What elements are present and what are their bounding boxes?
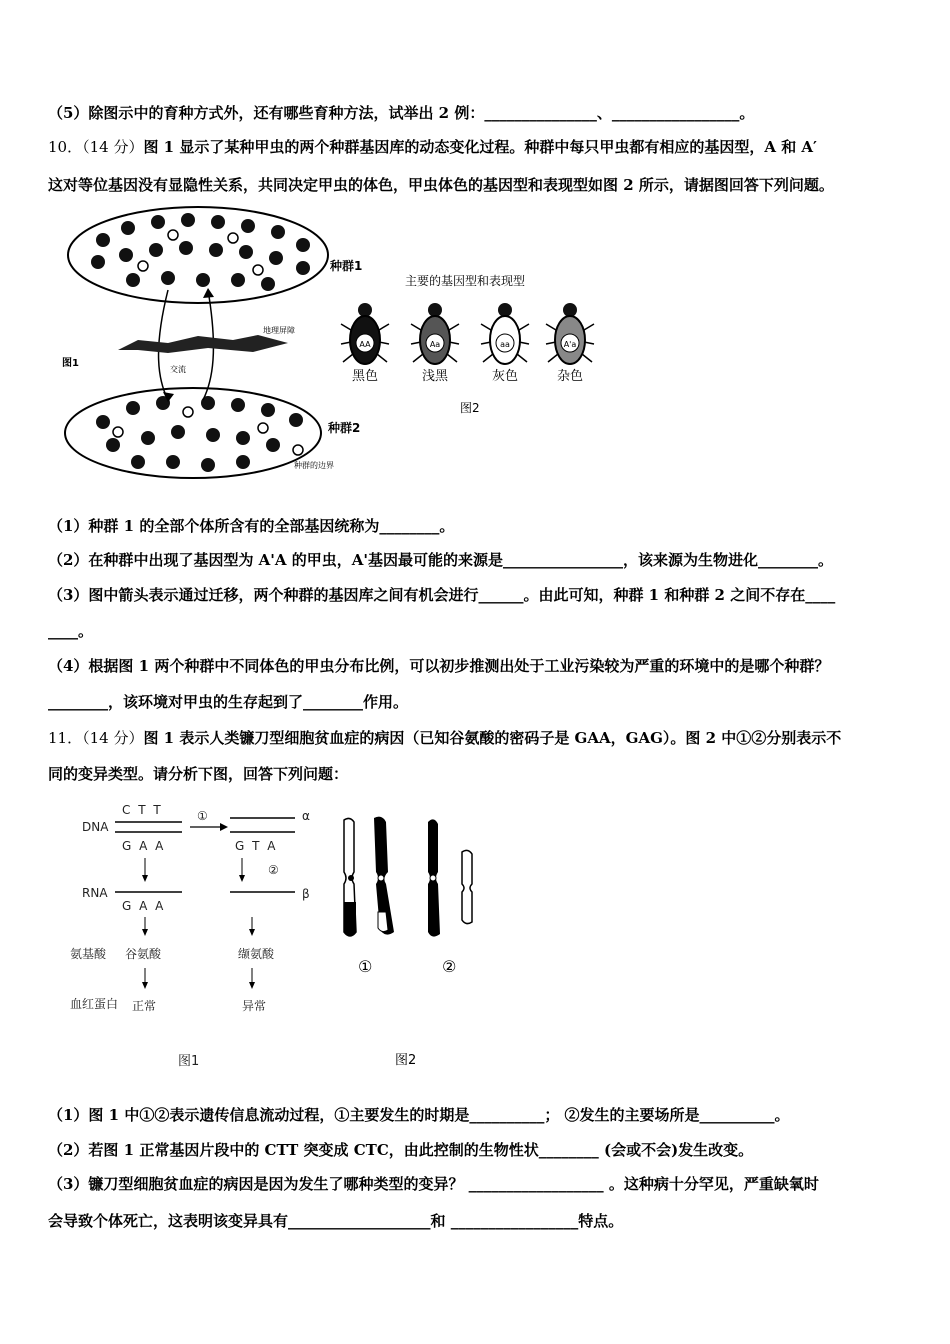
abnormal-label: 异常 (242, 999, 267, 1013)
q11-stem-line2: 同的变异类型。请分析下图，回答下列问题： (48, 765, 349, 783)
amino-acid-label: 氨基酸 (70, 947, 107, 961)
q10-sub4-line2: ________，该环境对甲虫的生存起到了________作用。 (48, 693, 409, 711)
q10-stem-line2: 这对等位基因没有显隐性关系，共同决定甲虫的体色，甲虫体色的基因型和表现型如图 2 所示，请据图回答下列问题。 (48, 176, 834, 194)
q11-stem: 图 1 表示人类镰刀型细胞贫血症的病因（已知谷氨酸的密码子是 GAA，GAG）。图 2 中①②分别表示不 (143, 729, 842, 747)
dna-bottom-right: G T A (235, 839, 278, 853)
population2-label: 种群2 (328, 421, 361, 435)
beetle-1 (341, 303, 389, 384)
fig2-label: 图2 (460, 401, 480, 415)
population2-ellipse (65, 388, 321, 478)
genotype-label: AA (359, 340, 371, 349)
edge-label: 种群的边界 (294, 461, 334, 470)
q11-sub1: （1）图 1 中①②表示遗传信息流动过程，①主要发生的时期是__________； ②发生的主要场所是__________。 (48, 1106, 790, 1124)
beta-label: β (302, 887, 310, 901)
q11-header (48, 728, 841, 748)
population1-ellipse (68, 207, 328, 303)
chromosome-label-2: ② (442, 957, 457, 976)
rna-label: RNA (82, 886, 108, 900)
genotype-label: Aa (429, 340, 441, 349)
alpha-label: α (302, 809, 310, 823)
q10-sub4-line1: （4）根据图 1 两个种群中不同体色的甲虫分布比例，可以初步推测出处于工业污染较为严重的环境中的是哪个种群？ (48, 657, 830, 675)
q10-sub3-line2: ____。 (48, 622, 94, 640)
dna-label: DNA (82, 820, 109, 834)
beetle-2 (411, 303, 459, 384)
q10-number: 10．（14 分） (48, 138, 144, 156)
valine: 缬氨酸 (238, 947, 275, 961)
q10-stem: 图 1 显示了某种甲虫的两个种群基因库的动态变化过程。种群中每只甲虫都有相应的基因型，A 和 A′ (143, 138, 818, 156)
fig1-label-q11: 图1 (178, 1054, 200, 1069)
phenotype-label: 杂色 (556, 369, 584, 384)
exchange-label: 交流 (170, 365, 186, 374)
genotype-label: aa (500, 340, 510, 349)
q10-header (48, 137, 817, 157)
beetle-4 (546, 303, 594, 384)
q11-sub3-line1: （3）镰刀型细胞贫血症的病因是因为发生了哪种类型的变异？ __________________ 。这种病十分罕见，严重缺氧时 (48, 1175, 819, 1193)
q10-sub3-line1: （3）图中箭头表示通过迁移，两个种群的基因库之间有机会进行______。由此可知，种群 1 和种群 2 之间不存在____ (48, 586, 836, 604)
q11-figure1 (70, 800, 330, 1080)
q10-sub1: （1）种群 1 的全部个体所含有的全部基因统称为________。 (48, 517, 455, 535)
chromosome-label-1: ① (358, 957, 373, 976)
population1-label: 种群1 (330, 259, 363, 273)
dna-top-left: C T T (122, 803, 163, 817)
hemoglobin-label: 血红蛋白 (70, 997, 119, 1011)
dna-bottom-left: G A A (122, 839, 166, 853)
fig2-title: 主要的基因型和表现型 (405, 274, 526, 288)
phenotype-label: 浅黑 (421, 369, 449, 384)
population2-beetles (96, 396, 303, 472)
fig2-label-q11: 图2 (395, 1053, 417, 1068)
normal-label: 正常 (132, 999, 157, 1013)
step1-label: ① (197, 809, 208, 823)
phenotype-label: 灰色 (491, 369, 519, 384)
rna-left: G A A (122, 899, 166, 913)
q9-part5: （5）除图示中的育种方式外，还有哪些育种方法，试举出 2 例：_______________、_________________。 (48, 104, 755, 122)
q11-number: 11．（14 分） (48, 729, 144, 747)
population1-beetles (91, 213, 310, 291)
q10-figure2 (340, 268, 600, 418)
genotype-label: A'a (563, 340, 577, 349)
step2-label: ② (268, 863, 279, 877)
barrier-label: 地理屏障 (263, 326, 295, 335)
phenotype-label: 黑色 (351, 369, 379, 384)
q11-figure2 (330, 812, 500, 1072)
fig1-label: 图1 (62, 358, 79, 369)
q10-sub2: （2）在种群中出现了基因型为 A'A 的甲虫，A'基因最可能的来源是________________，该来源为生物进化________。 (48, 551, 833, 569)
q11-sub2: （2）若图 1 正常基因片段中的 CTT 突变成 CTC，由此控制的生物性状________ (会或不会)发生改变。 (48, 1141, 754, 1159)
geographic-barrier (118, 335, 288, 353)
beetle-3 (481, 303, 529, 384)
glutamic-acid: 谷氨酸 (125, 947, 162, 961)
q11-sub3-line2: 会导致个体死亡，这表明该变异具有___________________和 _________________特点。 (48, 1212, 624, 1230)
q10-figure1 (58, 200, 368, 490)
